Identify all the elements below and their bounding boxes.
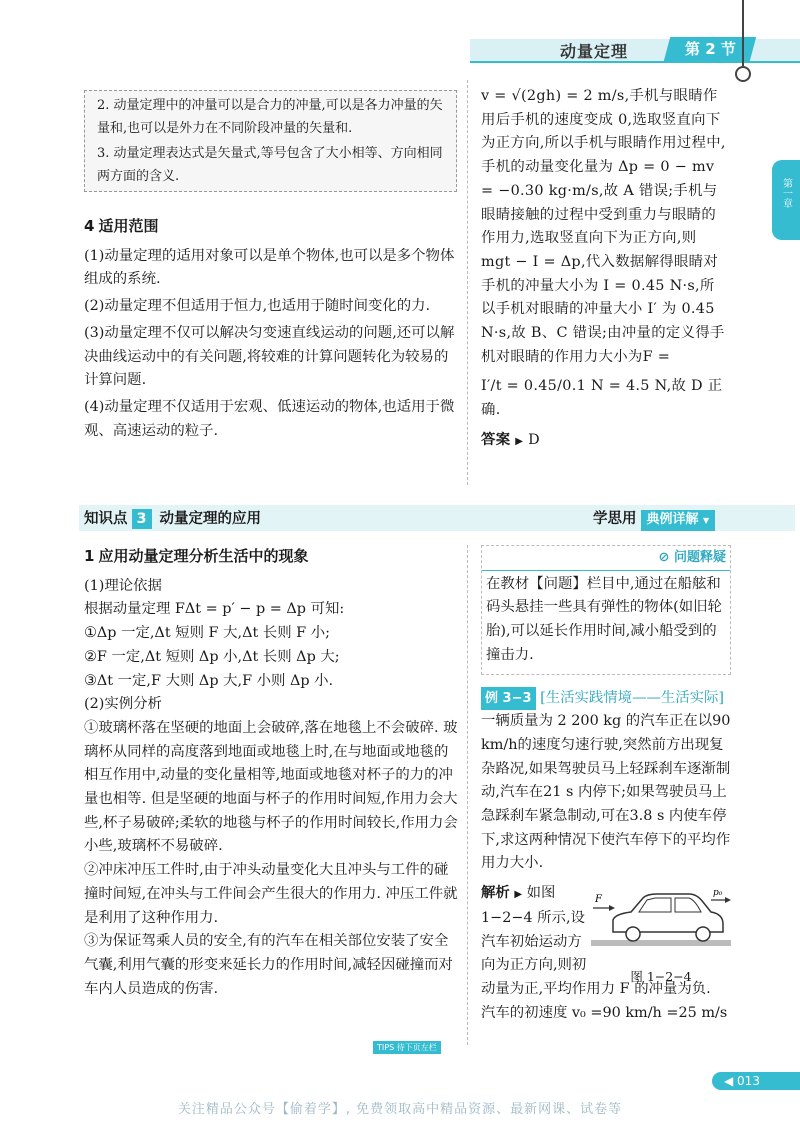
example-tag-text: 典例详解	[646, 512, 699, 527]
apply-line: ②冲床冲压工件时,由于冲头动量变化大且冲头与工件的碰撞时间短,在冲头与工件间会产生很大的作用力. 冲压工件就是利用了这种作用力.	[84, 862, 458, 926]
answer-line	[481, 429, 728, 454]
apply-line: ③为保证驾乘人员的安全,有的汽车在相关部位安装了安全气囊,利用气囊的形变来延长力的作用时间,减轻因碰撞而对车内人员造成的伤害.	[84, 933, 453, 997]
solution-velocity: 汽车的初速度 v₀ =90 km/h =25 m/s	[481, 1004, 728, 1021]
section-title	[84, 507, 261, 529]
example-tag	[641, 510, 716, 531]
example-context: [生活实践情境——生活实际]	[540, 689, 725, 706]
caret-down-icon: ▼	[703, 516, 710, 525]
scope-item: (2)动量定理不但适用于恒力,也适用于随时间变化的力.	[84, 298, 431, 315]
footer-watermark-text: 关注精品公众号【偷着学】, 免费领取高中精品资源、最新网课、试卷等	[177, 1102, 623, 1117]
apply-line: (2)实例分析	[84, 696, 162, 713]
apply-line: ③Δt 一定,F 大则 Δp 大,F 小则 Δp 小.	[84, 672, 334, 689]
right-label-text: 学思用	[593, 511, 637, 527]
check-circle-icon: ⊘	[658, 550, 670, 565]
example-text	[481, 687, 731, 877]
answer-label: 答案	[481, 431, 511, 448]
application-section	[84, 545, 459, 1001]
side-tab-label: 第一章	[780, 178, 792, 208]
scope-item: (1)动量定理的适用对象可以是单个物体,也可以是多个物体组成的系统.	[84, 247, 455, 288]
car-figure	[591, 882, 731, 984]
note-box	[84, 90, 457, 192]
question-box-title: 问题释疑	[673, 550, 726, 565]
question-box-text: 在教材【问题】栏目中,通过在船舷和码头悬挂一些具有弹性的物体(如旧轮胎),可以延长作用时间,减小船受到的撞击力.	[486, 575, 722, 663]
figure-caption: 图 1−2−4	[630, 968, 692, 984]
momentum-label: p₀	[713, 888, 723, 899]
apply-line: ①玻璃杯落在坚硬的地面上会破碎,落在地毯上不会破碎. 玻璃杯从同样的高度落到地面或地毯上时,在与地面或地毯的相互作用中,动量的变化量相等,地面或地毯对杯子的力的冲量也相等. 但是坚硬的地面与杯子的作用时间短,作用力会大些,杯子易破碎;柔软的地毯与杯子的作用时间较长,作用力会小些,玻璃杯不易破碎.	[84, 719, 458, 855]
section-number: 3	[132, 509, 152, 529]
side-chapter-tab	[772, 160, 800, 240]
apply-line: ②F 一定,Δt 短则 Δp 小,Δt 长则 Δp 大;	[84, 648, 340, 665]
example-label	[481, 687, 536, 711]
column-divider	[467, 80, 469, 485]
scope-section	[84, 215, 459, 443]
arrow-right-icon: ▶	[514, 889, 523, 901]
solution-continuation	[481, 85, 728, 454]
note-item: 2. 动量定理中的冲量可以是合力的冲量,可以是各力冲量的矢量和,也可以是外力在不同阶段冲量的矢量和.	[97, 98, 443, 136]
apply-line: 根据动量定理 FΔt = p′ − p = Δp 可知:	[84, 601, 345, 618]
section-badge-label: 第 2 节	[684, 40, 736, 58]
solution-formula: I′/t = 0.45/0.1 N = 4.5 N,故 D 正确.	[481, 378, 723, 419]
heading-text: 应用动量定理分析生活中的现象	[98, 547, 309, 565]
arrow-right-icon: ▶	[515, 435, 524, 447]
bookmark-pin-icon	[742, 0, 744, 66]
apply-line: ①Δp 一定,Δt 短则 F 大,Δt 长则 F 小;	[84, 625, 330, 642]
continue-tag: TIPS 待下页左栏	[373, 1041, 441, 1054]
note-item: 3. 动量定理表达式是矢量式,等号包含了大小相等、方向相同两方面的含义.	[97, 146, 443, 184]
page-number: ◀ 013	[712, 1072, 800, 1090]
car-icon	[591, 882, 731, 954]
example-tag-char: 例	[485, 690, 499, 706]
solution-text: v = √(2gh) = 2 m/s,手机与眼睛作用后手机的速度变成 0,选取竖直向下为正方向,所以手机与眼睛作用过程中,手机的动量变化量为 Δp = 0 − mv = −0.30 kg·m/s,故 A 错误;手机与眼睛接触的过程中受到重力与眼睛的作用力,选取竖直向下为正方向,则 mgt − I = Δp,代入数据解得眼睛对手机的冲量大小为 I = 0.45 N·s,所以手机对眼睛的冲量大小 I′ 为 0.45 N·s,故 B、C 错误;由冲量的定义得手机对眼睛的作用力大小为F =	[481, 88, 726, 365]
answer-value: D	[528, 431, 540, 448]
apply-line: (1)理论依据	[84, 577, 162, 594]
scope-item: (4)动量定理不仅适用于宏观、低速运动的物体,也适用于微观、高速运动的粒子.	[84, 398, 455, 439]
page-number-text: 013	[737, 1074, 760, 1088]
solution-label: 解析	[481, 885, 510, 902]
question-box-header	[482, 546, 730, 571]
section-title-text: 动量定理的应用	[159, 511, 261, 527]
bookmark-ring-icon	[735, 66, 751, 82]
section-right-label	[593, 507, 715, 531]
solution-body: 如图 1−2−4 所示,设汽车初始运动方向为正方向,则初动量为正,平均作用力 F 的冲量为负.	[481, 885, 711, 997]
force-label: F	[595, 894, 602, 906]
example-number: 3−3	[502, 690, 532, 706]
heading-text: 适用范围	[98, 217, 159, 235]
column-divider	[467, 545, 469, 1045]
question-box	[481, 545, 731, 675]
chapter-title: 动量定理	[560, 42, 629, 61]
scope-heading	[84, 215, 459, 239]
right-column-bottom	[481, 545, 731, 1025]
apply-heading	[84, 545, 459, 569]
example-body: 一辆质量为 2 200 kg 的汽车正在以90 km/h的速度匀速行驶,突然前方出现复杂路况,如果驾驶员马上轻踩刹车逐渐制动,汽车在21 s 内停下;如果驾驶员马上急踩刹车紧急制动,可在3.8 s 内使车停下,求这两种情况下使汽车停下的平均作用力大小.	[481, 713, 731, 872]
scope-item: (3)动量定理不仅可以解决匀变速直线运动的问题,还可以解决曲线运动中的有关问题,将较难的计算问题转化为较易的计算问题.	[84, 324, 455, 389]
heading-number: 4	[84, 217, 95, 235]
section-prefix: 知识点	[84, 511, 128, 527]
heading-number: 1	[84, 547, 95, 565]
header-rule	[470, 61, 800, 63]
